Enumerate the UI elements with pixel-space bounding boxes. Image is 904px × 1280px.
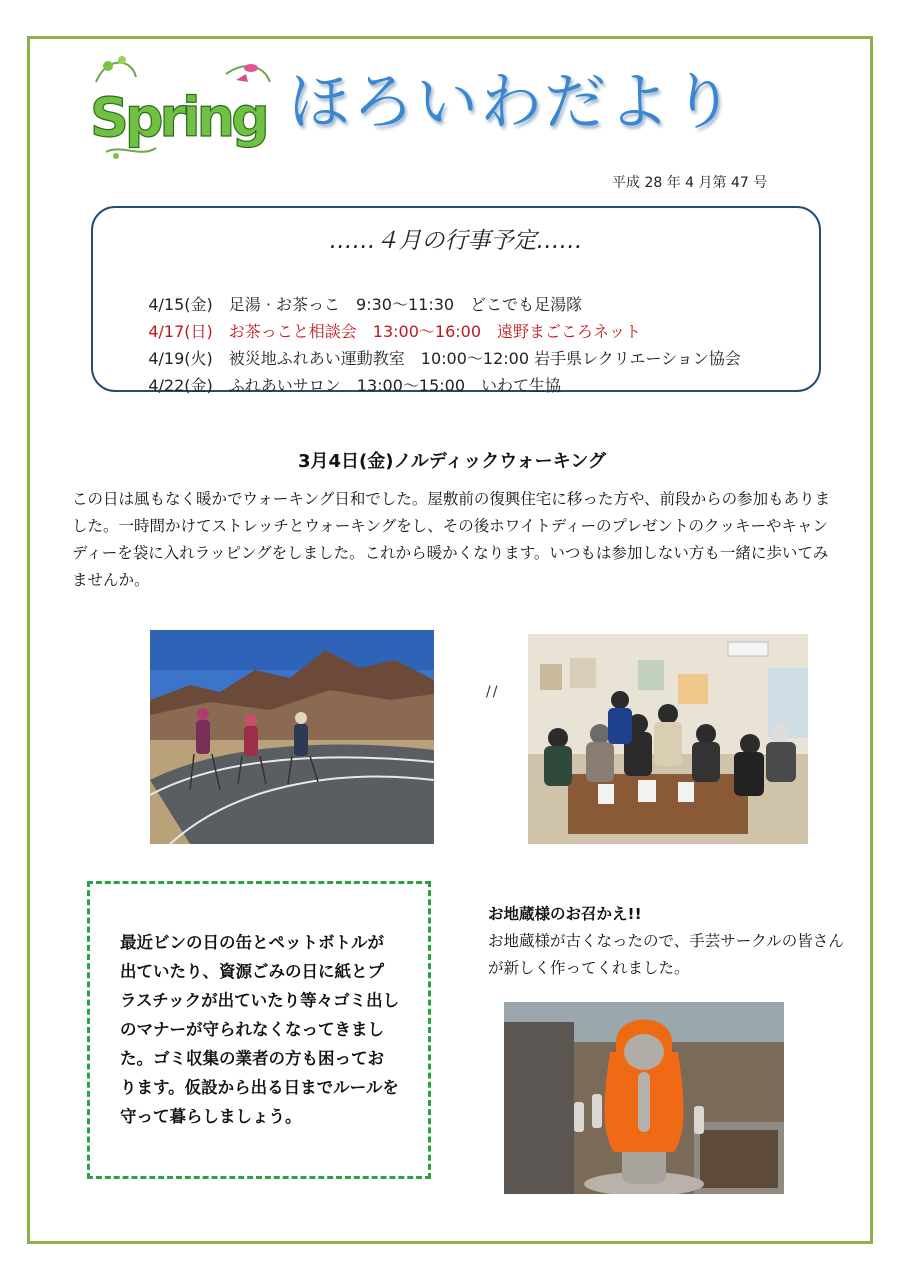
report-title: 3月4日(金)ノルディックウォーキング	[297, 451, 607, 472]
event-date: 4/17(日)	[148, 322, 213, 341]
event-detail: 被災地ふれあい運動教室 10:00～12:00 岩手県レクリエーション協会	[228, 349, 741, 368]
spring-logo	[86, 52, 276, 168]
logo-text: Spring	[90, 86, 266, 149]
report-body: この日は風もなく暖かでウォーキング日和でした。屋敷前の復興住宅に移った方や、前段からの参加もありました。一時間かけてストレッチとウォーキングをし、その後ホワイトディーのプレゼントのクッキーやキャンディーを袋に入れラッピングをしました。これから暖かくなります。いつもは参加しない方も一緒に歩いてみませんか。	[72, 490, 831, 589]
issue-number: 平成 28 年 4 月第 47 号	[612, 175, 768, 191]
events-box	[91, 206, 821, 395]
separator-text: //	[486, 684, 500, 700]
jizo-text: お地蔵様が古くなったので、手芸サークルの皆さんが新しく作ってくれました。	[488, 932, 844, 977]
group-photo	[528, 634, 808, 844]
event-date: 4/22(金)	[148, 376, 213, 395]
events-heading: ……４月の行事予定……	[329, 228, 583, 254]
jizo-photo	[504, 1002, 784, 1194]
event-detail: お茶っこと相談会 13:00～16:00 遠野まごころネット	[228, 322, 642, 341]
notice-box	[87, 881, 431, 1179]
event-date: 4/19(火)	[148, 349, 213, 368]
event-date: 4/15(金)	[148, 295, 213, 314]
event-detail: 足湯 · お茶っこ 9:30～11:30 どこでも足湯隊	[228, 295, 583, 314]
jizo-title: お地蔵様のお召かえ!!	[488, 905, 642, 923]
event-detail: ふれあいサロン 13:00～15:00 いわて生協	[228, 376, 562, 395]
notice-text: 最近ビンの日の缶とペットボトルが出ていたり、資源ごみの日に紙とプラスチックが出ていたり等々ゴミ出しのマナーが守られなくなってきました。ゴミ収集の業者の方も困っております。仮設から出る日までルールを守って暮らしましょう。	[120, 933, 400, 1126]
newsletter-title: ほろいわだより	[288, 65, 737, 138]
walking-photo	[150, 630, 434, 844]
event-row	[128, 354, 561, 415]
